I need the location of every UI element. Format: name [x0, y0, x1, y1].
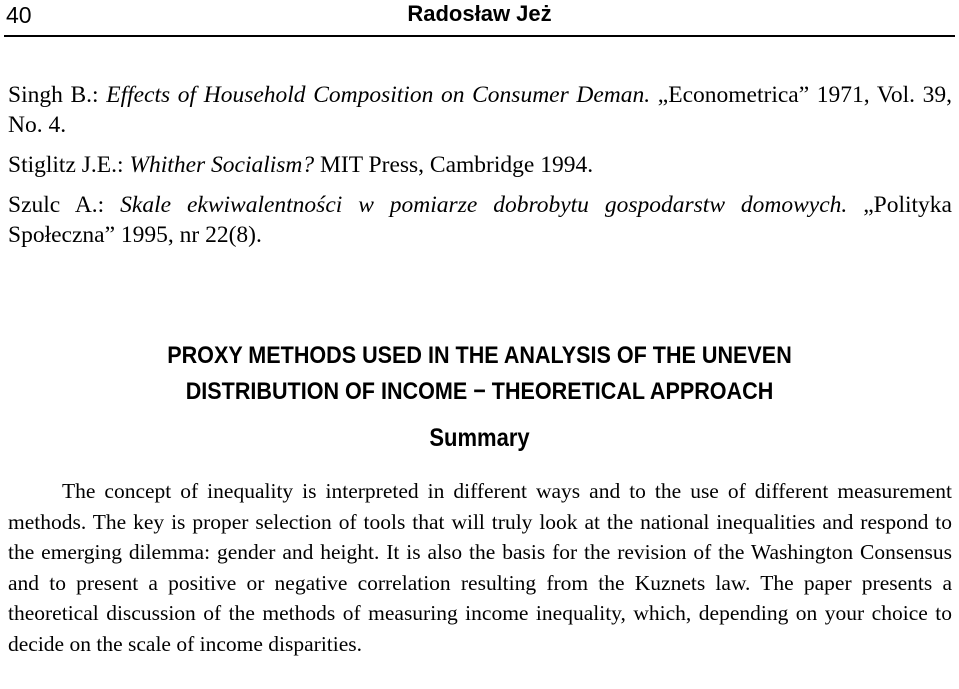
article-title-line: DISTRIBUTION OF INCOME − THEORETICAL APPROACH [185, 378, 774, 405]
reference-title: Effects of Household Composition on Consumer Deman. [106, 82, 651, 108]
reference-list [8, 80, 952, 260]
reference-authors: Stiglitz J.E.: [8, 152, 130, 178]
page-header [0, 0, 959, 34]
article-title [58, 338, 902, 410]
header-rule [4, 35, 955, 37]
summary-text: The concept of inequality is interpreted in different ways and to the use of different measurement methods. The key is proper selection of tools that will truly look at the national inequalities and respond to the emerging dilemma: gender and height. It is also the basis for the revision of the Washington Consensus and to present a positive or negative correlation resulting from the Kuznets law. The paper presents a theoretical discussion of the methods of measuring income inequality, which, depending on your choice to decide on the scale of income disparities. [8, 479, 952, 656]
reference-title: Skale ekwiwalentności w pomiarze dobrobytu gospodarstw domowych. [120, 192, 848, 218]
article-title-line: PROXY METHODS USED IN THE ANALYSIS OF THE UNEVEN [167, 342, 792, 369]
reference-source: „Econometrica” 1971, Vol. 39, No. 4. [8, 82, 952, 138]
reference-authors: Szulc A.: [8, 192, 121, 218]
reference-source: MIT Press, Cambridge 1994. [314, 152, 594, 178]
reference-authors: Singh B.: [8, 82, 107, 108]
reference-item [8, 150, 952, 180]
summary-heading: Summary [429, 424, 530, 452]
reference-title: Whither Socialism? [129, 152, 315, 178]
page-number: 40 [6, 2, 32, 28]
reference-item [8, 190, 952, 250]
reference-source: „Polityka Społeczna” 1995, nr 22(8). [8, 192, 952, 248]
reference-item [8, 80, 952, 140]
running-head: Radosław Jeż [407, 1, 552, 26]
